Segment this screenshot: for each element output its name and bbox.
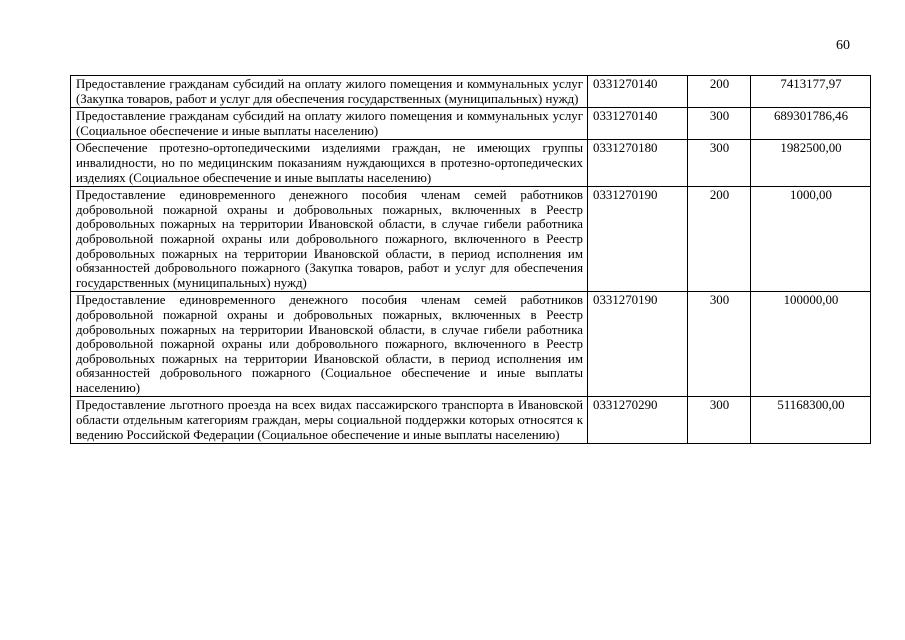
page-number: 60 (836, 38, 850, 53)
table-row (71, 108, 871, 140)
row-target-code: 0331270180 (588, 140, 688, 187)
row-amount: 51168300,00 (751, 397, 871, 444)
row-expense-type: 200 (688, 76, 751, 108)
row-expense-type: 300 (688, 108, 751, 140)
row-target-code: 0331270290 (588, 397, 688, 444)
table-row (71, 187, 871, 292)
row-target-code: 0331270140 (588, 76, 688, 108)
budget-table-body (71, 76, 871, 444)
table-row (71, 397, 871, 444)
row-description: Предоставление единовременного денежного пособия членам семей работников добровольной пожарной охраны и добровольных пожарных, включенных в Реестр добровольных пожарных на территории Ивановской области, в случае гибели работника добровольной пожарной охраны или добровольного пожарного, включенного в Реестр добровольных пожарных на территории Ивановской области, в период исполнения им обязанностей добровольного пожарного (Закупка товаров, работ и услуг для обеспечения государственных (муниципальных) нужд) (71, 187, 588, 292)
row-amount: 7413177,97 (751, 76, 871, 108)
table-row (71, 76, 871, 108)
table-row (71, 140, 871, 187)
row-expense-type: 200 (688, 187, 751, 292)
row-amount: 689301786,46 (751, 108, 871, 140)
row-description: Предоставление гражданам субсидий на оплату жилого помещения и коммунальных услуг (Закупка товаров, работ и услуг для обеспечения государственных (муниципальных) нужд) (71, 76, 588, 108)
budget-table (70, 75, 871, 444)
row-amount: 1000,00 (751, 187, 871, 292)
row-target-code: 0331270190 (588, 187, 688, 292)
row-amount: 100000,00 (751, 292, 871, 397)
row-description: Предоставление единовременного денежного пособия членам семей работников добровольной пожарной охраны и добровольных пожарных, включенных в Реестр добровольных пожарных на территории Ивановской области, в случае гибели работника добровольной пожарной охраны или добровольного пожарного, включенного в Реестр добровольных пожарных на территории Ивановской области, в период исполнения им обязанностей добровольного пожарного (Социальное обеспечение и иные выплаты населению) (71, 292, 588, 397)
row-amount: 1982500,00 (751, 140, 871, 187)
row-expense-type: 300 (688, 140, 751, 187)
table-row (71, 292, 871, 397)
row-description: Обеспечение протезно-ортопедическими изделиями граждан, не имеющих группы инвалидности, но по медицинским показаниям нуждающихся в протезно-ортопедических изделиях (Социальное обеспечение и иные выплаты населению) (71, 140, 588, 187)
row-description: Предоставление льготного проезда на всех видах пассажирского транспорта в Ивановской области отдельным категориям граждан, меры социальной поддержки которых относятся к ведению Российской Федерации (Социальное обеспечение и иные выплаты населению) (71, 397, 588, 444)
row-description: Предоставление гражданам субсидий на оплату жилого помещения и коммунальных услуг (Социальное обеспечение и иные выплаты населению) (71, 108, 588, 140)
row-expense-type: 300 (688, 397, 751, 444)
row-target-code: 0331270190 (588, 292, 688, 397)
row-target-code: 0331270140 (588, 108, 688, 140)
row-expense-type: 300 (688, 292, 751, 397)
